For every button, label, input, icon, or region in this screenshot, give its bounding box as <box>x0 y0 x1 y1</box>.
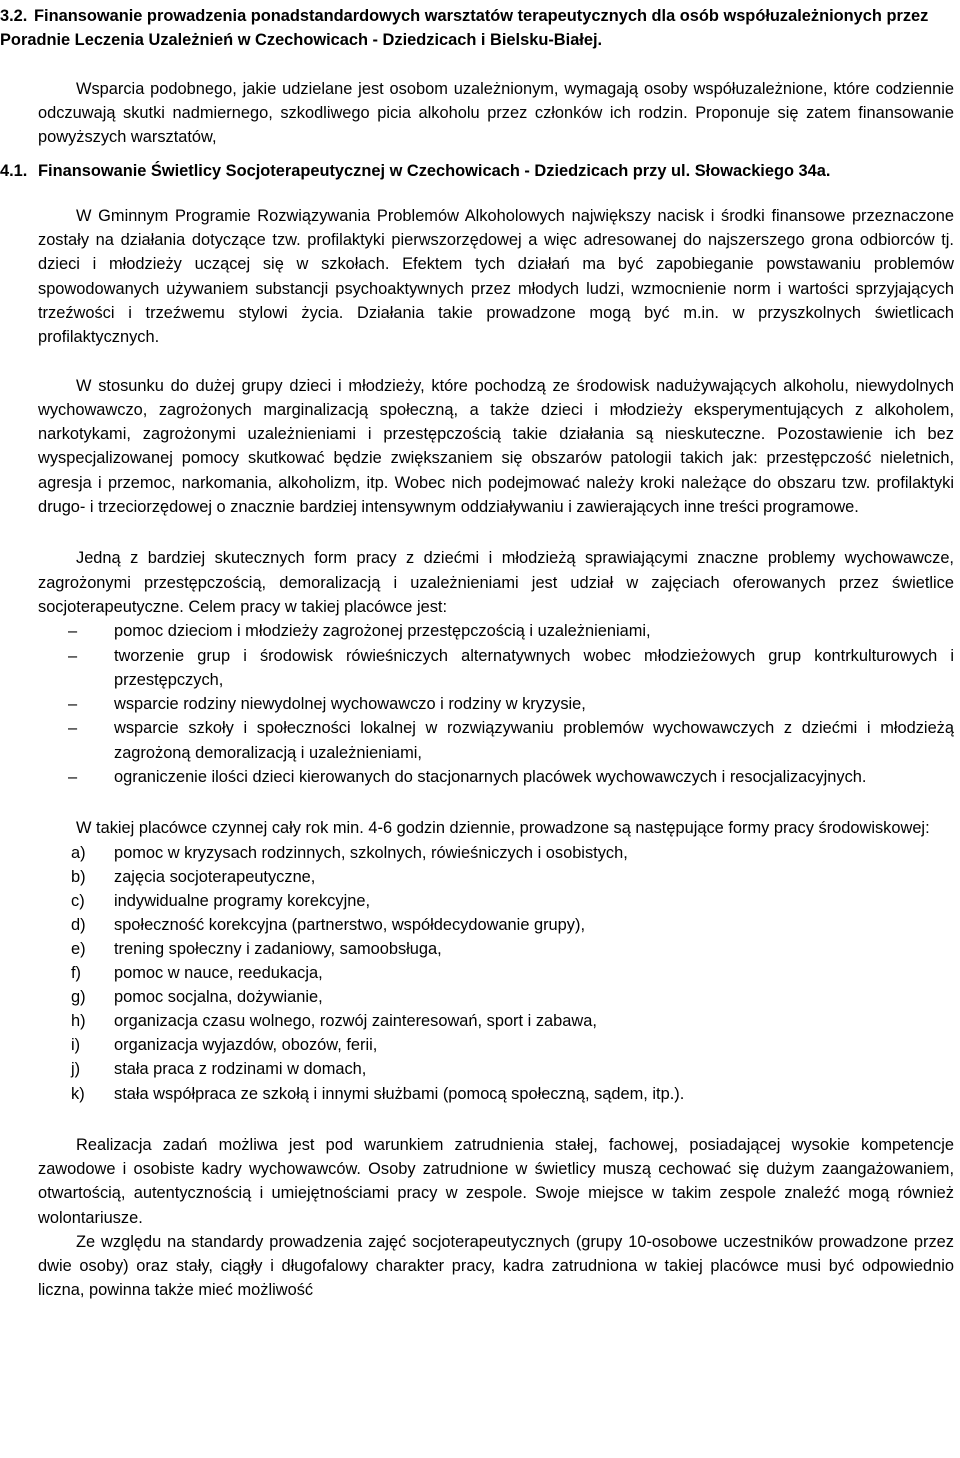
list-item: i) organizacja wyjazdów, obozów, ferii, <box>38 1033 954 1057</box>
paragraph-codependent-workshops: Wsparcia podobnego, jakie udzielane jest osobom uzależnionym, wymagają osoby współuzależnione, które codziennie odczuwają skutki nadmiernego, szkodliwego picia alkoholu przez członków ich rodzin. Proponuje się zatem finansowanie powyższych warsztatów, <box>38 79 954 147</box>
section-number: 3.2. <box>0 7 28 25</box>
list-item: – tworzenie grup i środowisk rówieśniczych alternatywnych wobec młodzieżowych grup kontrkulturowych i przestępczych, <box>38 644 954 693</box>
dash-marker: – <box>68 695 78 714</box>
section-title: Finansowanie Świetlicy Socjoterapeutycznej w Czechowicach - Dziedzicach przy ul. Słowackiego 34a. <box>38 162 831 181</box>
list-marker: b) <box>71 867 86 886</box>
dash-marker: – <box>68 646 78 665</box>
list-item: g) pomoc socjalna, dożywianie, <box>38 985 954 1009</box>
paragraph-at-risk-youth: W stosunku do dużej grupy dzieci i młodzieży, które pochodzą ze środowisk nadużywających alkoholu, niewydolnych wychowawczo, zagrożonych marginalizacją społeczną, a także dzieci i młodzieży eksperymentujących z alkoholem, narkotykami, zagrożonymi uzależnieniami i przestępczością takie działania są nieskuteczne. Pozostawienie ich bez wyspecjalizowanej pomocy skutkować będzie zwiększaniem się obszarów patologii takich jak: przestępczość nieletnich, agresja i przemoc, narkomania, alkoholizm, itp. Wobec nich podejmować należy kroki należące do obszaru tzw. profilaktyki drugo- i trzeciorzędowej o znacznie bardziej intensywnym oddziaływaniu i zawierających inne treści programowe. <box>38 376 954 517</box>
work-forms-list <box>38 841 954 1106</box>
list-item: j) stała praca z rodzinami w domach, <box>38 1057 954 1081</box>
paragraph-staffing-requirements: Realizacja zadań możliwa jest pod warunkiem zatrudnienia stałej, fachowej, posiadającej wysokie kompetencje zawodowe i osobiste kadry wychowawców. Osoby zatrudnione w świetlicy muszą cechować się dużym zaangażowaniem, otwartością, autentycznością i umiejętnościami pracy w zespole. Swoje miejsce w takim zespole znaleźć mogą również wolontariusze. <box>38 1135 954 1227</box>
section-title: Finansowanie prowadzenia ponadstandardowych warsztatów terapeutycznych dla osób współuzależnionych przez Poradnie Leczenia Uzależnień w Czechowicach - Dziedzicach i Bielsku-Białej. <box>0 7 929 50</box>
dash-marker: – <box>68 768 78 787</box>
list-marker: k) <box>71 1084 85 1103</box>
paragraph-sociotherapy-goals-intro: Jedną z bardziej skutecznych form pracy z dziećmi i młodzieżą sprawiającymi znaczne problemy wychowawcze, zagrożonymi przestępczością, demoralizacją i uzależnieniami jest udział w zajęciach oferowanych przez świetlice socjoterapeutyczne. Celem pracy w takiej placówce jest: <box>38 549 954 616</box>
dash-marker: – <box>68 622 78 641</box>
list-item: h) organizacja czasu wolnego, rozwój zainteresowań, sport i zabawa, <box>38 1009 954 1033</box>
paragraph-work-forms-intro: W takiej placówce czynnej cały rok min. 4-6 godzin dziennie, prowadzone są następujące formy pracy środowiskowej: <box>76 819 930 838</box>
list-item: f) pomoc w nauce, reedukacja, <box>38 961 954 985</box>
list-item: k) stała współpraca ze szkołą i innymi służbami (pomocą społeczną, sądem, itp.). <box>38 1082 954 1106</box>
dash-marker: – <box>68 719 78 738</box>
paragraph-prevention-program: W Gminnym Programie Rozwiązywania Problemów Alkoholowych największy nacisk i środki finansowe przeznaczone zostały na działania dotyczące tzw. profilaktyki pierwszorzędowej a więc adresowanej do najszerszego grona odbiorców tj. dzieci i młodzieży uczącej się w szkołach. Efektem tych działań ma być zapobieganie powstawaniu problemów spowodowanych używaniem substancji psychoaktywnych przez młodych ludzi, wzmocnienie norm i wartości sprzyjających trzeźwości i trzeźwemu stylowi życia. Działania takie prowadzone mogą być m.in. w przyszkolnych świetlicach profilaktycznych. <box>38 206 954 347</box>
list-item: – wsparcie szkoły i społeczności lokalnej w rozwiązywaniu problemów wychowawczych z dziećmi i młodzieżą zagrożoną demoralizacją i uzależnieniami, <box>38 716 954 765</box>
list-marker: a) <box>71 843 86 862</box>
list-marker: d) <box>71 915 86 934</box>
section-heading-4-1 <box>0 159 954 183</box>
list-marker: i) <box>71 1036 81 1055</box>
list-item: – wsparcie rodziny niewydolnej wychowawczo i rodziny w kryzysie, <box>38 692 954 716</box>
list-marker: f) <box>71 964 82 983</box>
list-marker: c) <box>71 891 85 910</box>
list-marker: h) <box>71 1012 86 1031</box>
paragraph-sociotherapy-standards: Ze względu na standardy prowadzenia zajęć socjoterapeutycznych (grupy 10-osobowe uczestników prowadzone przez dwie osoby) oraz stały, ciągły i długofalowy charakter pracy, kadra zatrudniona w takiej placówce musi być odpowiednio liczna, powinna także mieć możliwość <box>38 1232 954 1300</box>
list-marker: j) <box>71 1060 81 1079</box>
list-item: e) trening społeczny i zadaniowy, samoobsługa, <box>38 937 954 961</box>
list-marker: g) <box>71 988 86 1007</box>
list-marker: e) <box>71 939 86 958</box>
goals-list <box>38 619 954 789</box>
list-item: – pomoc dzieciom i młodzieży zagrożonej przestępczością i uzależnieniami, <box>38 619 954 643</box>
list-item: a) pomoc w kryzysach rodzinnych, szkolnych, rówieśniczych i osobistych, <box>38 841 954 865</box>
list-item: b) zajęcia socjoterapeutyczne, <box>38 865 954 889</box>
section-number: 4.1. <box>0 162 28 181</box>
list-item: – ograniczenie ilości dzieci kierowanych do stacjonarnych placówek wychowawczych i resocjalizacyjnych. <box>38 765 954 789</box>
section-heading-3-2 <box>0 4 954 53</box>
list-item: c) indywidualne programy korekcyjne, <box>38 889 954 913</box>
list-item: d) społeczność korekcyjna (partnerstwo, współdecydowanie grupy), <box>38 913 954 937</box>
